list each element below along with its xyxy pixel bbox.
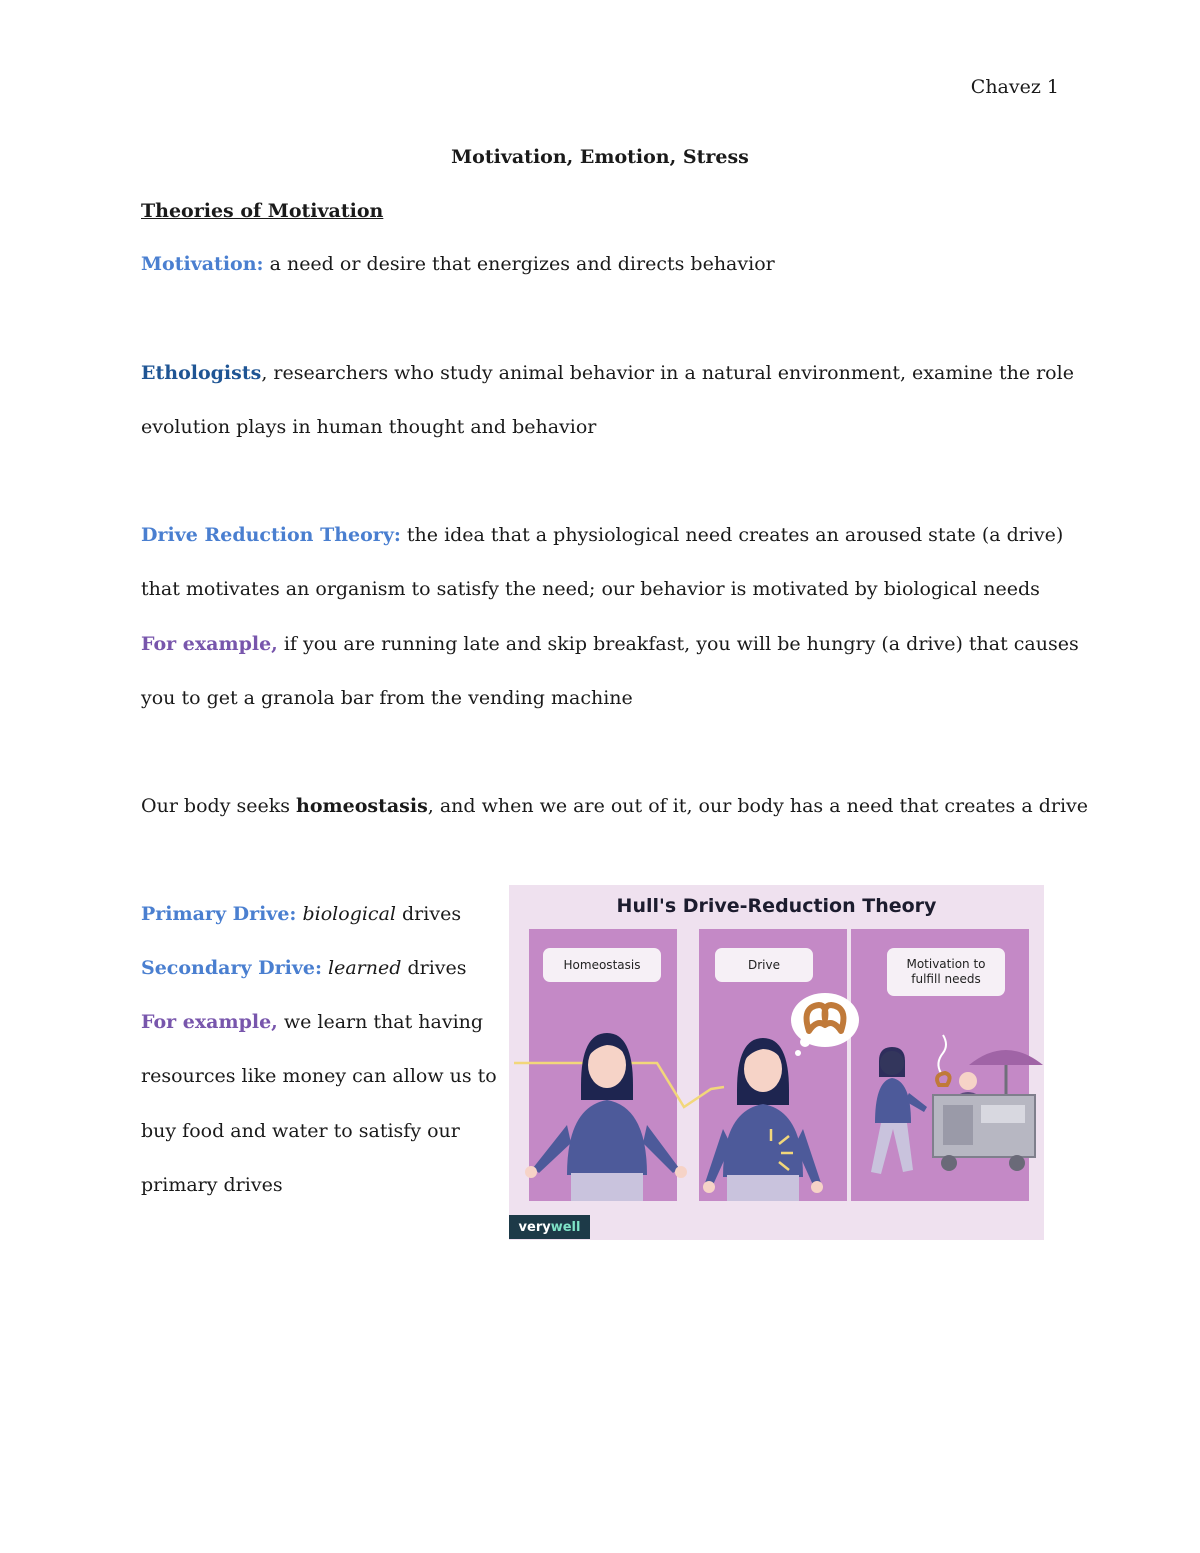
drive-reduction-line-2: that motivates an organism to satisfy the need; our behavior is motivated by biological needs	[141, 578, 1040, 600]
example-2-line-1	[141, 1009, 483, 1035]
homeostasis-line	[141, 793, 1088, 819]
drive-reduction-term: Drive Reduction Theory:	[141, 524, 401, 546]
page-header	[971, 74, 1059, 100]
ethologists-line-2: evolution plays in human thought and behavior	[141, 416, 597, 438]
food-cart-icon	[933, 1035, 1043, 1171]
person-walking-icon	[871, 1047, 927, 1174]
drive-reduction-text-1: the idea that a physiological need creates an aroused state (a drive)	[400, 524, 1064, 546]
secondary-drive-line	[141, 955, 467, 981]
drive-reduction-line-1	[141, 522, 1063, 548]
primary-drive-after: drives	[395, 903, 462, 925]
label-motivation-line-1: Motivation to	[906, 957, 986, 971]
example-1-line-2: you to get a granola bar from the vending machine	[141, 687, 633, 709]
example-2-term: For example,	[141, 1011, 278, 1033]
example-2-line-2: resources like money can allow us to	[141, 1065, 497, 1087]
infographic-title: Hull's Drive-Reduction Theory	[616, 895, 937, 917]
pretzel-thought-icon	[791, 993, 859, 1056]
homeostasis-term: homeostasis	[296, 795, 428, 817]
example-1-term: For example,	[141, 633, 278, 655]
drive-reduction-infographic	[509, 885, 1044, 1240]
page-label: Chavez 1	[970, 76, 1059, 98]
primary-drive-term: Primary Drive:	[141, 903, 297, 925]
secondary-drive-italic: learned	[328, 957, 402, 979]
motivation-text: a need or desire that energizes and directs behavior	[263, 253, 775, 275]
label-homeostasis: Homeostasis	[543, 948, 661, 982]
motivation-term: Motivation:	[141, 253, 264, 275]
verywell-logo	[509, 1215, 590, 1239]
infographic-illustration	[509, 885, 1044, 1240]
example-2-text-1: we learn that having	[277, 1011, 484, 1033]
label-motivation-line-2: fulfill needs	[911, 972, 981, 986]
motivation-definition	[141, 251, 775, 277]
brand-part-2: well	[550, 1219, 581, 1235]
ethologists-line-1	[141, 360, 1074, 386]
homeostasis-before: Our body seeks	[141, 795, 297, 817]
person-hungry-icon	[703, 1038, 823, 1201]
primary-drive-italic: biological	[302, 903, 396, 925]
example-2-line-4: primary drives	[141, 1174, 283, 1196]
brand-part-1: very	[518, 1219, 551, 1235]
homeostasis-after: , and when we are out of it, our body has a need that creates a drive	[427, 795, 1089, 817]
ethologists-term: Ethologists	[141, 362, 262, 384]
section-heading: Theories of Motivation	[141, 200, 384, 222]
ethologists-text-1: , researchers who study animal behavior in a natural environment, examine the role	[261, 362, 1074, 384]
secondary-drive-after: drives	[401, 957, 467, 979]
person-calm-icon	[525, 1033, 687, 1201]
label-motivation	[887, 948, 1005, 996]
example-2-line-3: buy food and water to satisfy our	[141, 1120, 460, 1142]
secondary-drive-term: Secondary Drive:	[141, 957, 322, 979]
example-1-line-1	[141, 631, 1079, 657]
example-1-text-1: if you are running late and skip breakfast, you will be hungry (a drive) that causes	[277, 633, 1079, 655]
primary-drive-line	[141, 901, 461, 927]
label-drive: Drive	[715, 948, 813, 982]
document-title: Motivation, Emotion, Stress	[451, 146, 749, 168]
